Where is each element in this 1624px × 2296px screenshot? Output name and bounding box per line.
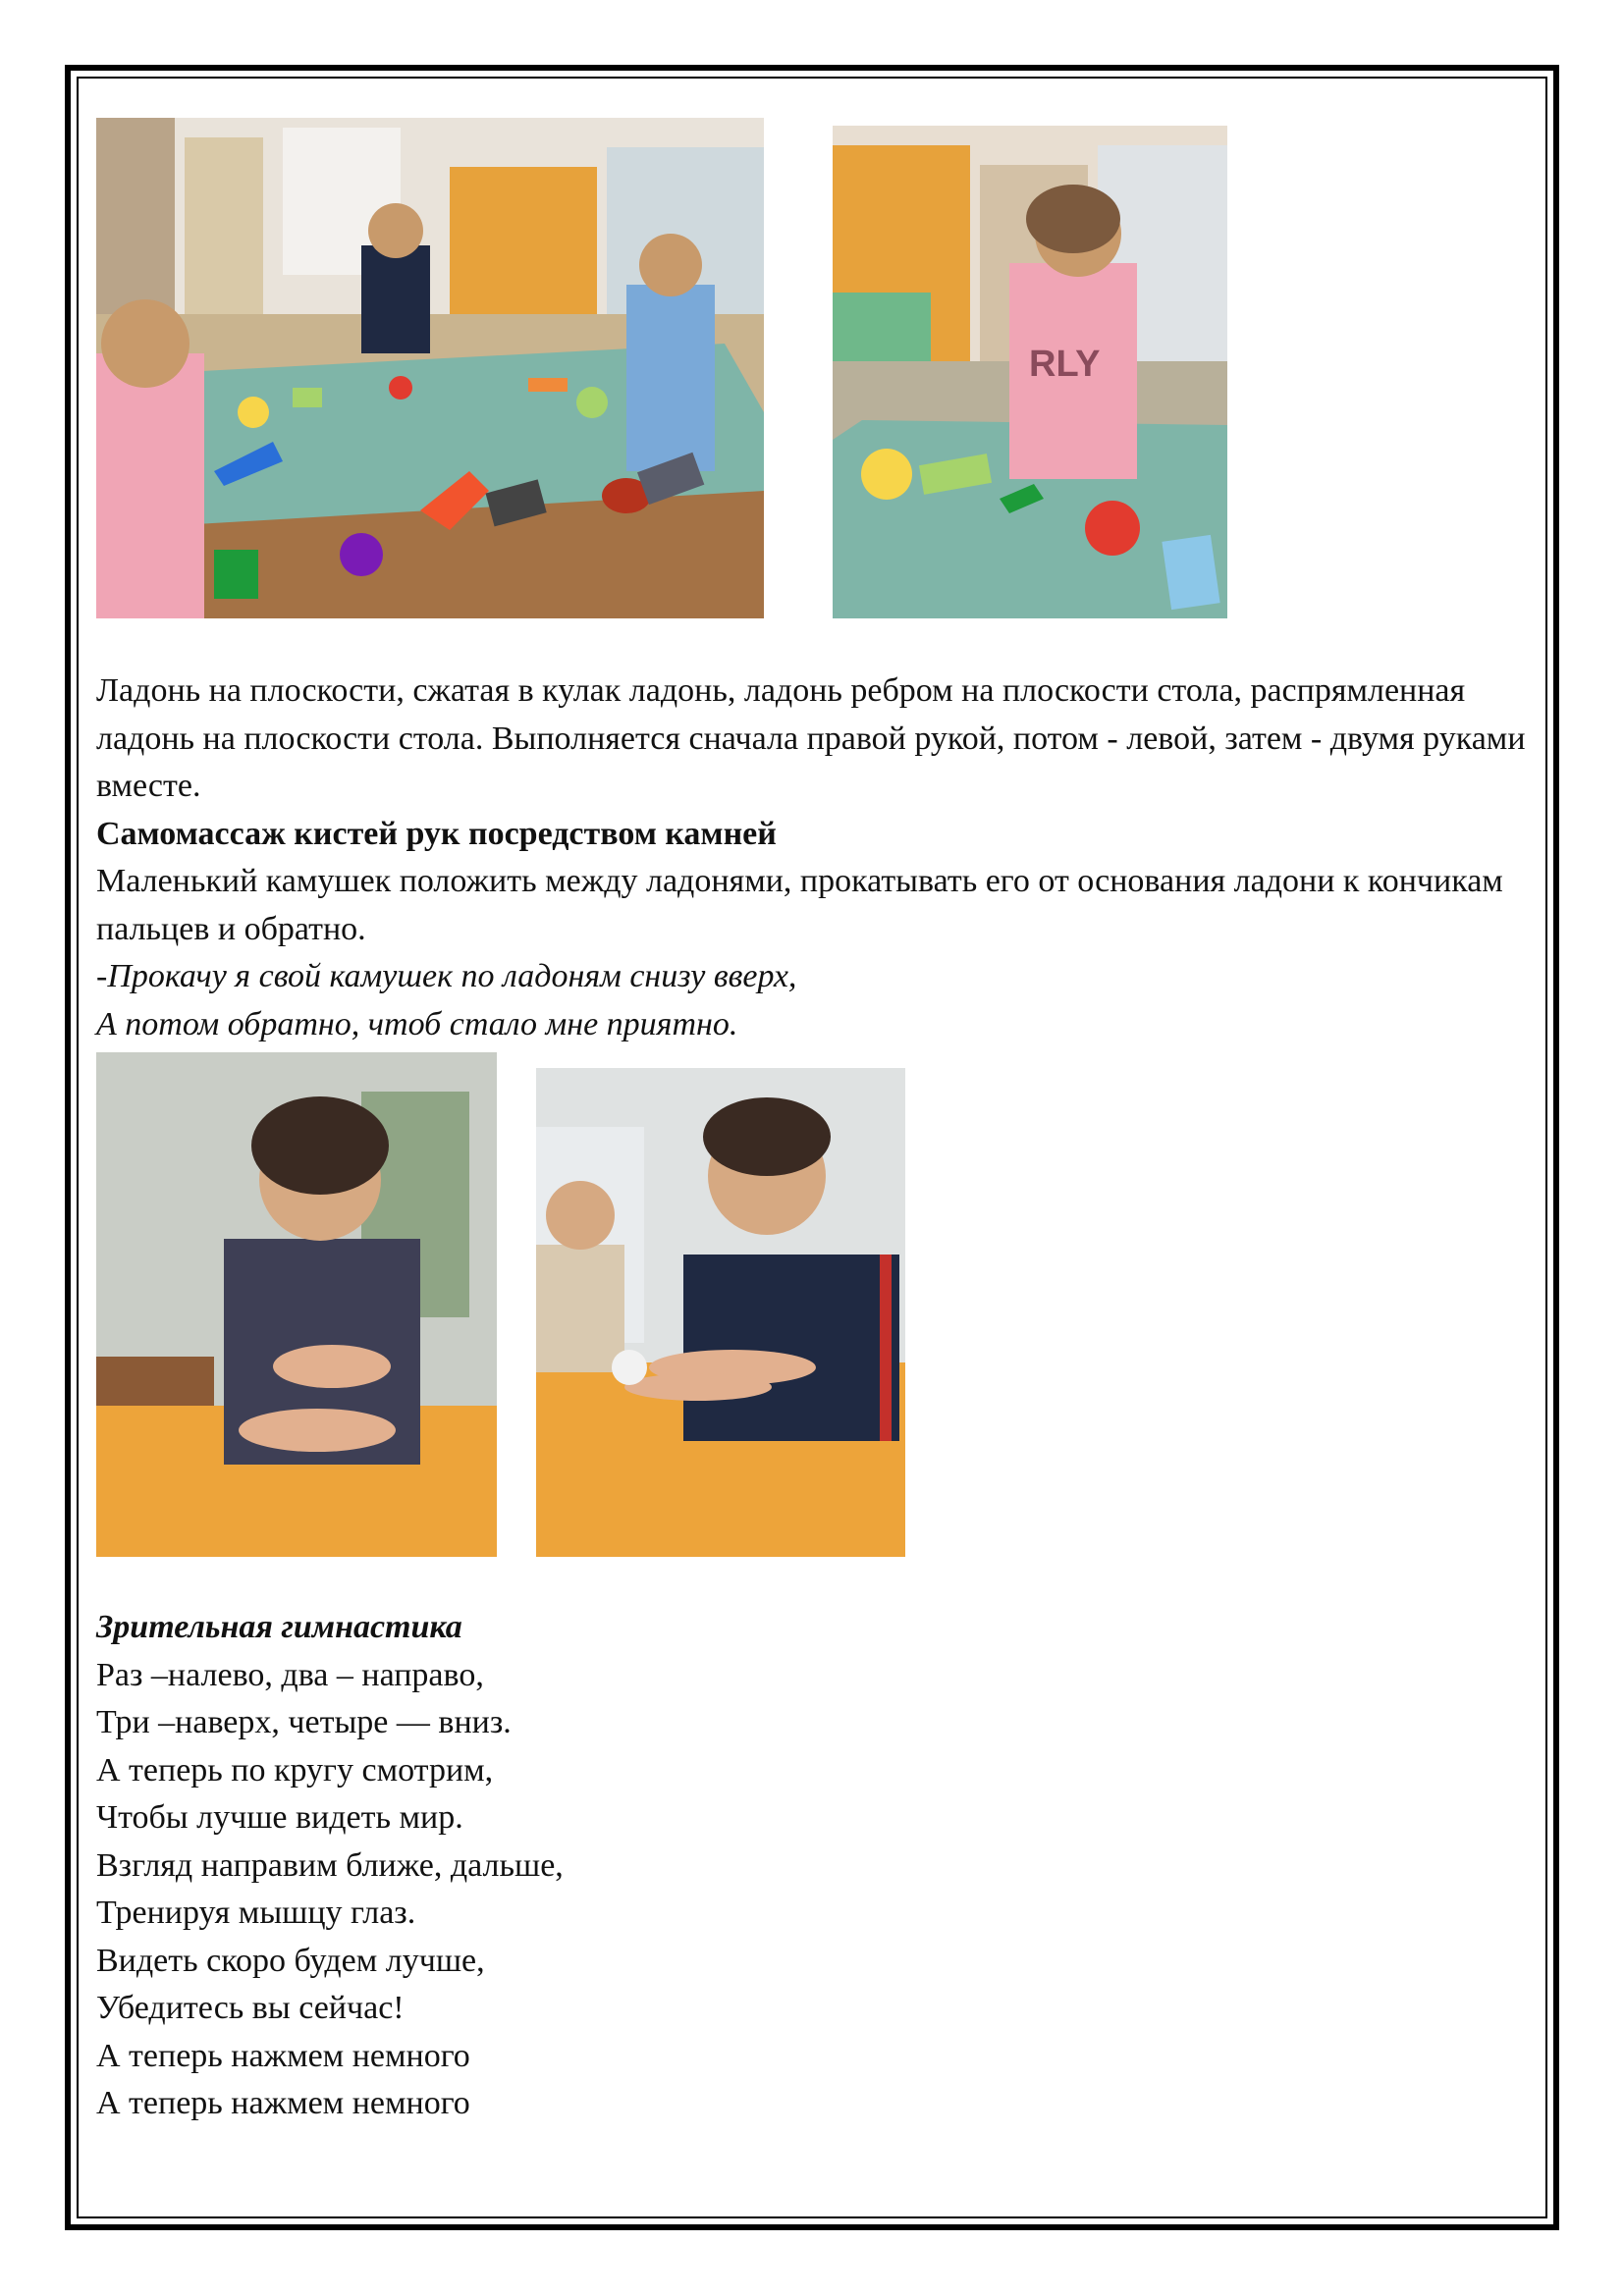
poem-line: Тренируя мышцу глаз. xyxy=(96,1895,416,1931)
photo-boy-hand-massage xyxy=(536,1068,905,1557)
paragraph-pebble-massage: Маленький камушек положить между ладонями, прокатывать его от основания ладони к кончикам пальцев и обратно. xyxy=(96,863,1503,947)
photo-boy-hand-massage-illustration xyxy=(536,1068,905,1557)
photo-girl-hand-massage-illustration xyxy=(96,1052,497,1557)
poem-line: -Прокачу я свой камушек по ладоням снизу вверх, xyxy=(96,958,797,994)
poem-line: А теперь по кругу смотрим, xyxy=(96,1751,494,1789)
poem-line: Чтобы лучше видеть мир. xyxy=(96,1799,463,1836)
photo-girl-hand-massage xyxy=(96,1052,497,1557)
poem-line: Видеть скоро будем лучше, xyxy=(96,1942,485,1979)
hoodie-text: RLY xyxy=(1029,344,1101,385)
poem-line: Убедитесь вы сейчас! xyxy=(96,1990,405,2026)
poem-line: А теперь нажмем немного xyxy=(96,2037,470,2074)
text-block-eye-gymnastics xyxy=(96,1604,1530,2128)
photo-girl-pink-hoodie-illustration xyxy=(833,126,1227,618)
photo-children-table-shapes xyxy=(96,118,764,618)
heading-eye-gymnastics: Зрительная гимнастика xyxy=(96,1609,462,1645)
poem-line: Три –наверх, четыре — вниз. xyxy=(96,1704,512,1740)
heading-self-massage: Самомассаж кистей рук посредством камней xyxy=(96,815,777,852)
poem-line: А потом обратно, чтоб стало мне приятно. xyxy=(96,1005,738,1042)
paragraph-palm-exercise: Ладонь на плоскости, сжатая в кулак ладонь, ладонь ребром на плоскости стола, распрямленная ладонь на плоскости стола. Выполняется сначала правой рукой, потом - левой, затем - двумя руками вместе. xyxy=(96,672,1526,804)
photo-girl-pink-hoodie xyxy=(833,126,1227,618)
poem-line: Взгляд направим ближе, дальше, xyxy=(96,1846,564,1884)
poem-line: Раз –налево, два – направо, xyxy=(96,1656,484,1693)
text-block-exercise xyxy=(96,667,1530,1048)
photo-children-table-shapes-illustration xyxy=(96,118,764,618)
poem-line: А теперь нажмем немного xyxy=(96,2085,470,2121)
